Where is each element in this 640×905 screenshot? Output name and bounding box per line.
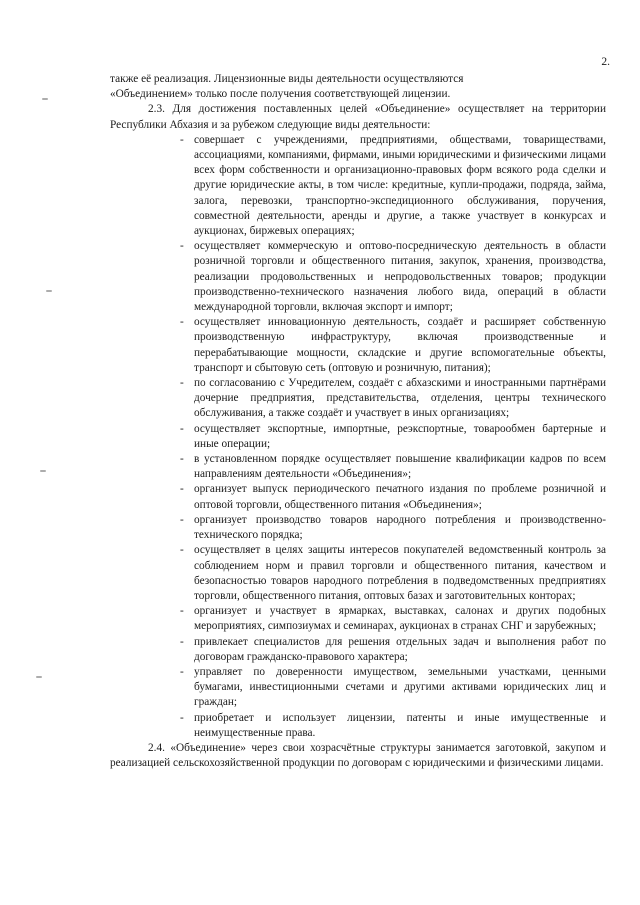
list-item (182, 376, 606, 422)
list-item (182, 604, 606, 634)
scan-mark (36, 676, 42, 678)
activities-list (110, 133, 606, 741)
activity-text: организует производство товаров народного потребления и производственно-технического порядка; (194, 513, 606, 542)
list-dash: - (180, 711, 184, 724)
activity-text: осуществляет инновационную деятельность, создаёт и расширяет собственную производственную инфраструктуру, включая производственные и перерабатывающие мощности, складские и другие вспомогательные объекты, транспорт и сбытовую сеть (оптовую и розничную, питания); (194, 316, 606, 374)
activity-text: управляет по доверенности имуществом, земельными участками, ценными бумагами, инвестиционными счетами и другими активами юридических лиц и граждан; (194, 665, 606, 709)
scan-mark (42, 98, 48, 100)
section-2-4: 2.4. «Объединение» через свои хозрасчётные структуры занимается заготовкой, закупом и реализацией сельскохозяйственной продукции по договорам с юридическими и физическими лицами. (110, 741, 606, 770)
list-item (182, 482, 606, 512)
list-item (182, 315, 606, 376)
list-dash: - (180, 665, 184, 678)
intro-line: «Объединением» только после получения соответствующей лицензии. (110, 88, 451, 101)
list-dash: - (180, 544, 184, 557)
list-dash: - (180, 240, 184, 253)
list-dash: - (180, 422, 184, 435)
list-dash: - (180, 635, 184, 648)
activity-text: приобретает и использует лицензии, патенты и иные имущественные и неимущественные права. (194, 711, 606, 739)
list-item (182, 452, 606, 482)
list-dash: - (180, 513, 184, 526)
activity-text: совершает с учреждениями, предприятиями, обществами, товариществами, ассоциациями, компаниями, фирмами, иными юридическими и физическими лицами всех форм собственности и организационно-правовых форм всякого рода сделки и другие юридические акты, в том числе: кредитные, купли-продажи, подряда, займа, залога, перевозки, транспортно-экспедиционного обслуживания, поручения, совместной деятельности, аренды и другие, а также участвует в конкурсах и аукционах, биржевых операциях; (194, 133, 606, 238)
page-number: 2. (601, 56, 610, 68)
list-item (182, 513, 606, 543)
list-dash: - (180, 316, 184, 329)
list-dash: - (180, 483, 184, 496)
list-dash: - (180, 133, 184, 146)
activity-text: осуществляет экспортные, импортные, реэкспортные, товарообмен бартерные и иные операции; (194, 422, 606, 450)
list-item (182, 239, 606, 315)
list-dash: - (180, 453, 184, 466)
list-item (182, 133, 606, 239)
activity-text: осуществляет в целях защиты интересов покупателей ведомственный контроль за соблюдением норм и правил торговли и общественного питания, качеством и безопасностью товаров народного потребления в подведомственных предприятиях торговли, общественного питания, оптовых базах и заготовительных конторах; (194, 544, 606, 602)
activity-text: в установленном порядке осуществляет повышение квалификации кадров по всем направлениям деятельности «Объединения»; (194, 453, 606, 481)
section-2-3: 2.3. Для достижения поставленных целей «Объединение» осуществляет на территории Республики Абхазия и за рубежом следующие виды деятельности: (110, 103, 606, 131)
activity-text: привлекает специалистов для решения отдельных задач и выполнения работ по договорам гражданско-правового характера; (194, 635, 606, 663)
activity-text: осуществляет коммерческую и оптово-посредническую деятельность в области розничной торговли и общественного питания, закупок, хранения, производства, реализации продовольственных и непродовольственных товаров; продукции производственно-технического назначения любого вида, операций в области международной торговли, включая экспорт и импорт; (194, 240, 606, 314)
list-item (182, 635, 606, 665)
intro-line: также её реализация. Лицензионные виды деятельности осуществляются (110, 73, 464, 85)
scan-mark (46, 290, 52, 292)
activity-text: организует и участвует в ярмарках, выставках, салонах и других подобных мероприятиях, симпозиумах и семинарах, аукционах в странах СНГ и зарубежных; (194, 605, 606, 633)
list-dash: - (180, 605, 184, 618)
activity-text: организует выпуск периодического печатного издания по проблеме розничной и оптовой торговли, общественного питания «Объединения»; (194, 483, 606, 511)
list-item (182, 665, 606, 711)
document-body (110, 72, 606, 771)
scan-mark (40, 470, 46, 472)
list-dash: - (180, 377, 184, 390)
list-item (182, 543, 606, 604)
activity-text: по согласованию с Учредителем, создаёт с абхазскими и иностранными партнёрами дочерние предприятия, представительства, отделения, центры технического обслуживания, а также создаёт и участвует в иных организациях; (194, 377, 606, 420)
list-item (182, 422, 606, 452)
list-item (182, 711, 606, 741)
